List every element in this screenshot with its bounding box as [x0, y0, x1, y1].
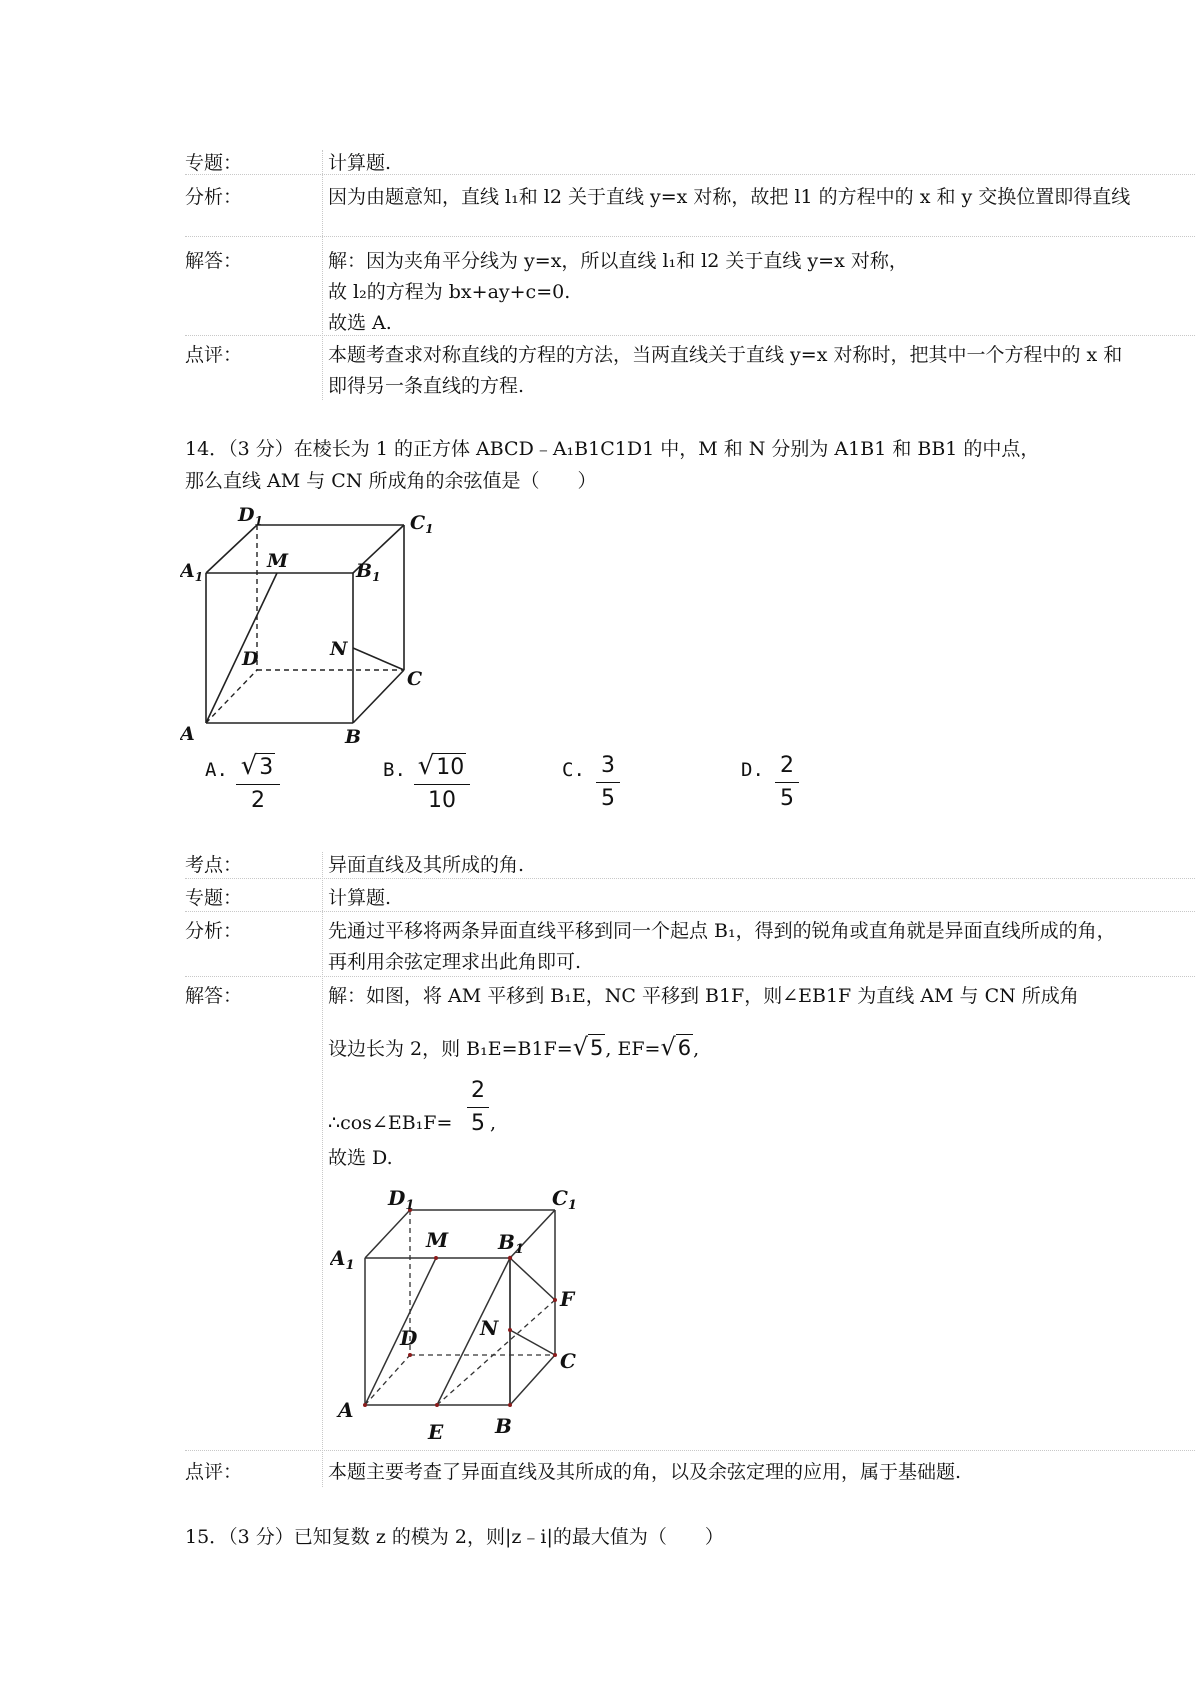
prev-answer-line2: 故 l₂的方程为 bx+ay+c=0. — [328, 281, 571, 303]
option-d-letter[interactable]: D. — [741, 759, 764, 781]
keypoint-value: 异面直线及其所成的角. — [328, 854, 525, 876]
q14-cube-figure — [180, 505, 440, 750]
label-C: C — [407, 668, 423, 690]
label2-D: D — [400, 1326, 418, 1350]
label-M: M — [267, 550, 289, 572]
answer-line3: ∴cos∠EB₁F= — [328, 1112, 453, 1134]
prev-answer-line3: 故选 A. — [328, 312, 392, 334]
option-b-letter[interactable]: B. — [383, 759, 406, 781]
label-C1: $C_1$ — [410, 512, 434, 536]
prev-answer-label: 解答： — [185, 250, 243, 272]
label2-B1: $B_1$ — [498, 1230, 524, 1257]
option-d-fraction[interactable]: 2 5 — [775, 752, 799, 813]
answer-fraction: 2 5 — [467, 1077, 489, 1138]
prev-comment-line2: 即得另一条直线的方程. — [328, 375, 525, 397]
divider — [185, 174, 1195, 175]
option-c-letter[interactable]: C. — [562, 759, 585, 781]
prev-analysis-label: 分析： — [185, 186, 243, 208]
answer-line1: 解：如图，将 AM 平移到 B₁E，NC 平移到 B1F，则∠EB1F 为直线 AM 与 CN 所成角 — [328, 985, 1079, 1007]
divider — [185, 335, 1195, 336]
q15-stem: 15．（3 分）已知复数 z 的模为 2，则|z﹣i|的最大值为（ ） — [185, 1526, 724, 1548]
keypoint-label: 考点： — [185, 854, 243, 876]
answer-line2: 设边长为 2，则 B₁E=B1F=√5 , EF=√6 , — [328, 1033, 700, 1061]
option-c-fraction[interactable]: 3 5 — [596, 752, 620, 813]
q14-stem-line1: 14．（3 分）在棱长为 1 的正方体 ABCD﹣A₁B1C1D1 中，M 和 N 分别为 A1B1 和 BB1 的中点， — [185, 438, 1040, 460]
topic-label: 专题： — [185, 887, 243, 909]
topic-value: 计算题. — [328, 887, 392, 909]
divider — [185, 911, 1195, 912]
comment-label: 点评： — [185, 1461, 243, 1483]
comment-value: 本题主要考查了异面直线及其所成的角，以及余弦定理的应用，属于基础题. — [328, 1461, 962, 1483]
label2-A: A — [338, 1398, 354, 1422]
label2-E: E — [428, 1420, 444, 1444]
analysis-line1: 先通过平移将两条异面直线平移到同一个起点 B₁，得到的锐角或直角就是异面直线所成的角， — [328, 920, 1116, 942]
divider — [185, 878, 1195, 879]
column-divider — [322, 852, 323, 1487]
analysis-line2: 再利用余弦定理求出此角即可. — [328, 951, 582, 973]
divider — [185, 236, 1195, 237]
label-A: A — [180, 723, 195, 745]
answer-line4: 故选 D. — [328, 1147, 393, 1169]
option-a-letter[interactable]: A. — [205, 759, 228, 781]
prev-topic-label: 专题： — [185, 152, 243, 174]
answer-line3-end: , — [490, 1112, 497, 1134]
label-B1: $B_1$ — [356, 560, 381, 584]
label2-A1: $A_1$ — [330, 1246, 355, 1273]
analysis-label: 分析： — [185, 920, 243, 942]
prev-topic-value: 计算题. — [328, 152, 392, 174]
label-B: B — [345, 726, 362, 748]
prev-answer-line1: 解：因为夹角平分线为 y=x，所以直线 l₁和 l2 关于直线 y=x 对称， — [328, 250, 908, 272]
label2-B: B — [495, 1414, 512, 1438]
label-D: D — [242, 648, 259, 670]
q14-stem-line2: 那么直线 AM 与 CN 所成角的余弦值是（ ） — [185, 470, 597, 492]
column-divider — [322, 150, 323, 400]
label2-C1: $C_1$ — [552, 1186, 577, 1213]
label-N: N — [330, 638, 348, 660]
label-D1: $D_1$ — [238, 505, 263, 528]
prev-comment-label: 点评： — [185, 344, 243, 366]
answer-label: 解答： — [185, 985, 243, 1007]
option-a-fraction[interactable]: √3 2 — [236, 752, 280, 815]
label2-M: M — [426, 1228, 449, 1252]
label-A1: $A_1$ — [180, 560, 204, 584]
prev-comment-line1: 本题考查求对称直线的方程的方法，当两直线关于直线 y=x 对称时，把其中一个方程中的 x 和 — [328, 344, 1123, 366]
q14-solution-figure — [330, 1185, 590, 1445]
label2-F: F — [560, 1287, 575, 1311]
label2-D1: $D_1$ — [388, 1186, 415, 1213]
prev-analysis-text: 因为由题意知，直线 l₁和 l2 关于直线 y=x 对称，故把 l1 的方程中的 x 和 y 交换位置即得直线 — [328, 186, 1131, 208]
label2-N: N — [480, 1316, 499, 1340]
label2-C: C — [560, 1349, 576, 1373]
divider — [185, 976, 1195, 977]
option-b-fraction[interactable]: √10 10 — [414, 752, 470, 815]
divider — [185, 1450, 1195, 1451]
